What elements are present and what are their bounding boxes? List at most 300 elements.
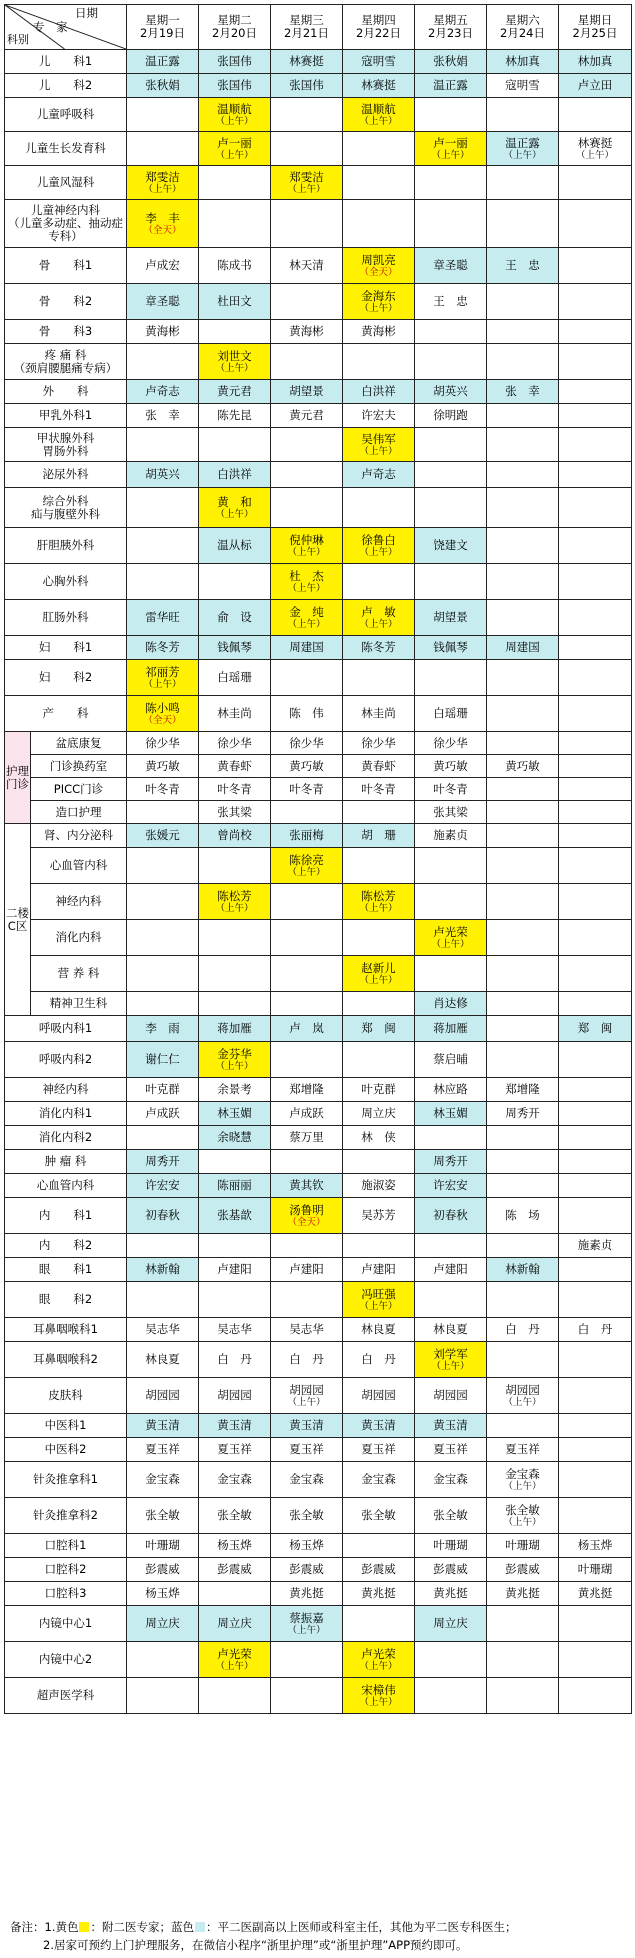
doctor-name: 陈 伟 xyxy=(289,706,324,720)
doctor-name: 卢成宏 xyxy=(145,258,180,272)
doctor-name: 叶冬青 xyxy=(217,781,252,796)
doctor-cell xyxy=(199,1282,271,1318)
doctor-name: 黄海彬 xyxy=(145,324,180,338)
schedule-row xyxy=(5,1198,632,1234)
doctor-cell xyxy=(487,166,559,200)
doctor-name: 张丽梅 xyxy=(289,828,324,842)
doctor-cell xyxy=(415,1606,487,1642)
doctor-cell xyxy=(199,956,271,992)
doctor-cell xyxy=(343,992,415,1016)
doctor-name: 黄玉清 xyxy=(433,1418,468,1432)
doctor-name: 蒋加雁 xyxy=(217,1021,252,1035)
department-name: 耳鼻咽喉科1 xyxy=(5,1318,127,1342)
schedule-row xyxy=(5,528,632,564)
doctor-name: 金宝森 xyxy=(289,1472,324,1486)
doctor-name: 郑增隆 xyxy=(505,1082,540,1096)
doctor-cell xyxy=(199,74,271,98)
doctor-name: 白 丹 xyxy=(217,1352,252,1366)
doctor-name: 冯旺强 xyxy=(361,1286,396,1301)
doctor-cell xyxy=(199,778,271,801)
doctor-cell xyxy=(559,1606,632,1642)
doctor-name: 刘世文 xyxy=(217,348,252,363)
schedule-row xyxy=(5,1558,632,1582)
doctor-cell xyxy=(415,1078,487,1102)
doctor-cell xyxy=(271,428,343,462)
doctor-cell xyxy=(127,1414,199,1438)
doctor-cell xyxy=(487,636,559,660)
schedule-row xyxy=(5,1282,632,1318)
doctor-cell xyxy=(487,696,559,732)
doctor-name: 吴志华 xyxy=(217,1322,252,1336)
department-name: 精神卫生科 xyxy=(31,992,127,1016)
doctor-cell xyxy=(199,1078,271,1102)
doctor-cell xyxy=(343,166,415,200)
doctor-cell xyxy=(199,824,271,848)
doctor-name: 胡园园 xyxy=(289,1382,324,1397)
doctor-cell xyxy=(559,801,632,824)
doctor-cell xyxy=(487,732,559,755)
doctor-cell xyxy=(271,660,343,696)
doctor-cell xyxy=(343,696,415,732)
doctor-cell xyxy=(487,1342,559,1378)
doctor-cell xyxy=(271,1498,343,1534)
doctor-name: 倪仲琳 xyxy=(289,532,324,547)
doctor-name: 温正露 xyxy=(145,54,180,68)
doctor-name: 杨玉烨 xyxy=(289,1538,324,1552)
doctor-name: 卢光荣 xyxy=(361,1646,396,1661)
doctor-cell xyxy=(127,1498,199,1534)
doctor-name: 施素贞 xyxy=(577,1238,613,1252)
doctor-cell xyxy=(199,380,271,404)
doctor-name: 杨玉烨 xyxy=(145,1586,180,1600)
doctor-cell xyxy=(343,404,415,428)
department-name: 外 科 xyxy=(5,380,127,404)
doctor-cell xyxy=(415,848,487,884)
doctor-cell xyxy=(343,755,415,778)
doctor-cell xyxy=(271,1414,343,1438)
doctor-cell xyxy=(271,1642,343,1678)
doctor-cell xyxy=(343,1258,415,1282)
schedule-row xyxy=(5,50,632,74)
doctor-cell xyxy=(559,992,632,1016)
doctor-cell xyxy=(343,200,415,248)
doctor-cell xyxy=(415,1534,487,1558)
doctor-cell xyxy=(271,920,343,956)
department-name: 心胸外科 xyxy=(5,564,127,600)
session-note: （上午） xyxy=(359,1660,398,1672)
doctor-cell xyxy=(199,884,271,920)
doctor-cell xyxy=(487,1462,559,1498)
doctor-cell xyxy=(271,1678,343,1714)
doctor-name: 郑雯洁 xyxy=(289,169,324,184)
doctor-cell xyxy=(559,404,632,428)
doctor-name: 余景考 xyxy=(217,1082,252,1096)
doctor-name: 林新翰 xyxy=(505,1262,540,1276)
doctor-name: 黄玉清 xyxy=(217,1418,252,1432)
corner-dept-label: 科别 xyxy=(7,33,29,46)
doctor-cell xyxy=(127,320,199,344)
schedule-row xyxy=(5,636,632,660)
doctor-cell xyxy=(199,428,271,462)
doctor-cell xyxy=(271,1534,343,1558)
doctor-cell xyxy=(127,1678,199,1714)
doctor-name: 余晓慧 xyxy=(217,1130,252,1144)
doctor-name: 卢建阳 xyxy=(361,1262,396,1276)
schedule-row xyxy=(5,755,632,778)
schedule-row xyxy=(5,660,632,696)
doctor-cell xyxy=(559,1642,632,1678)
schedule-row xyxy=(5,1016,632,1042)
doctor-name: 陈小鸣 xyxy=(145,700,180,715)
doctor-cell xyxy=(199,1414,271,1438)
doctor-cell xyxy=(343,428,415,462)
doctor-cell xyxy=(199,404,271,428)
doctor-cell xyxy=(559,848,632,884)
session-note: （上午） xyxy=(431,149,470,161)
doctor-name: 彭震威 xyxy=(433,1562,468,1576)
doctor-cell xyxy=(343,1126,415,1150)
doctor-cell xyxy=(415,344,487,380)
doctor-cell xyxy=(199,1558,271,1582)
doctor-name: 周立庆 xyxy=(217,1616,252,1630)
doctor-name: 周凯亮 xyxy=(361,252,396,267)
doctor-name: 王 忠 xyxy=(505,258,540,272)
department-name: 呼吸内科2 xyxy=(5,1042,127,1078)
doctor-cell xyxy=(271,1078,343,1102)
doctor-cell xyxy=(271,50,343,74)
doctor-cell xyxy=(343,380,415,404)
session-note: （上午） xyxy=(359,1300,398,1312)
doctor-name: 施素贞 xyxy=(433,828,468,842)
doctor-name: 章圣聪 xyxy=(145,294,180,308)
doctor-name: 卢 岚 xyxy=(289,1021,324,1035)
doctor-cell xyxy=(559,344,632,380)
doctor-cell xyxy=(559,1198,632,1234)
doctor-cell xyxy=(559,1234,632,1258)
doctor-cell xyxy=(271,1318,343,1342)
doctor-name: 林 侠 xyxy=(361,1130,396,1144)
doctor-name: 林新翰 xyxy=(145,1262,180,1276)
doctor-name: 叶冬青 xyxy=(361,781,396,796)
session-note: （上午） xyxy=(287,183,326,195)
session-note: （上午） xyxy=(575,149,614,161)
doctor-name: 周秀开 xyxy=(433,1154,468,1168)
doctor-cell xyxy=(127,380,199,404)
doctor-name: 张全敏 xyxy=(217,1508,252,1522)
department-name: 中医科2 xyxy=(5,1438,127,1462)
doctor-cell xyxy=(487,660,559,696)
doctor-cell xyxy=(559,1174,632,1198)
doctor-name: 郑增隆 xyxy=(289,1082,324,1096)
doctor-name: 卢 敏 xyxy=(361,604,396,619)
doctor-name: 郑雯洁 xyxy=(145,169,180,184)
session-note: （上午） xyxy=(287,1396,326,1408)
doctor-cell xyxy=(487,801,559,824)
doctor-cell xyxy=(559,1258,632,1282)
schedule-row xyxy=(5,1498,632,1534)
session-note: （上午） xyxy=(215,508,254,520)
doctor-cell xyxy=(415,1678,487,1714)
doctor-cell xyxy=(271,1126,343,1150)
doctor-name: 黄春虾 xyxy=(361,758,396,773)
doctor-name: 林加真 xyxy=(577,54,613,68)
doctor-name: 周秀开 xyxy=(505,1106,540,1120)
department-name: 内 科1 xyxy=(5,1198,127,1234)
doctor-name: 陈松芳 xyxy=(361,888,396,903)
doctor-cell xyxy=(343,956,415,992)
doctor-name: 祁丽芳 xyxy=(145,664,180,679)
doctor-name: 卢成跃 xyxy=(145,1106,180,1120)
doctor-name: 周立庆 xyxy=(433,1616,468,1630)
doctor-name: 胡园园 xyxy=(433,1388,468,1402)
department-name: 肛肠外科 xyxy=(5,600,127,636)
doctor-cell xyxy=(271,801,343,824)
schedule-row xyxy=(5,1150,632,1174)
department-name: 针灸推拿科1 xyxy=(5,1462,127,1498)
doctor-cell xyxy=(271,992,343,1016)
doctor-cell xyxy=(271,320,343,344)
doctor-cell xyxy=(559,50,632,74)
doctor-name: 叶冬青 xyxy=(145,781,180,796)
doctor-name: 黄巧敏 xyxy=(433,758,468,773)
doctor-cell xyxy=(199,1016,271,1042)
doctor-cell xyxy=(199,200,271,248)
doctor-name: 卢建阳 xyxy=(433,1262,468,1276)
doctor-cell xyxy=(487,284,559,320)
doctor-cell xyxy=(559,488,632,528)
doctor-name: 肖达修 xyxy=(433,996,468,1010)
doctor-cell xyxy=(271,528,343,564)
doctor-cell xyxy=(343,920,415,956)
schedule-row xyxy=(5,404,632,428)
doctor-cell xyxy=(415,74,487,98)
session-note: （上午） xyxy=(359,546,398,558)
doctor-cell xyxy=(343,1342,415,1378)
doctor-cell xyxy=(199,344,271,380)
doctor-cell xyxy=(415,428,487,462)
session-note: （上午） xyxy=(215,1660,254,1672)
doctor-name: 金海东 xyxy=(361,288,396,303)
doctor-cell xyxy=(487,1282,559,1318)
doctor-cell xyxy=(415,696,487,732)
doctor-name: 张媛元 xyxy=(145,828,180,842)
doctor-cell xyxy=(559,284,632,320)
doctor-cell xyxy=(559,1078,632,1102)
doctor-cell xyxy=(127,732,199,755)
doctor-cell xyxy=(487,755,559,778)
doctor-cell xyxy=(127,824,199,848)
doctor-name: 汤鲁明 xyxy=(289,1202,324,1217)
session-note: （上午） xyxy=(503,1396,542,1408)
schedule-row xyxy=(5,992,632,1016)
doctor-name: 黄玉清 xyxy=(289,1418,324,1432)
doctor-cell xyxy=(487,824,559,848)
doctor-cell xyxy=(199,50,271,74)
schedule-row xyxy=(5,1438,632,1462)
doctor-cell xyxy=(415,166,487,200)
session-note: （上午） xyxy=(359,115,398,127)
doctor-name: 温顺航 xyxy=(361,101,396,116)
doctor-name: 蔡振嘉 xyxy=(289,1610,324,1625)
doctor-cell xyxy=(559,132,632,166)
doctor-name: 陈徐亮 xyxy=(289,852,324,867)
department-name: 心血管内科 xyxy=(31,848,127,884)
doctor-cell xyxy=(415,528,487,564)
doctor-cell xyxy=(559,428,632,462)
doctor-name: 林应路 xyxy=(433,1082,468,1096)
schedule-row xyxy=(5,1102,632,1126)
doctor-cell xyxy=(271,1558,343,1582)
department-name: 儿 科2 xyxy=(5,74,127,98)
doctor-name: 林良夏 xyxy=(145,1352,180,1366)
doctor-name: 杜 杰 xyxy=(289,568,324,583)
doctor-cell xyxy=(343,1198,415,1234)
doctor-name: 刘学军 xyxy=(433,1346,468,1361)
doctor-name: 彭震威 xyxy=(217,1562,252,1576)
doctor-name: 林天清 xyxy=(289,258,324,272)
doctor-name: 白瑶珊 xyxy=(433,706,468,720)
doctor-name: 俞 设 xyxy=(217,610,252,624)
doctor-cell xyxy=(271,848,343,884)
doctor-cell xyxy=(487,380,559,404)
doctor-cell xyxy=(199,1198,271,1234)
doctor-cell xyxy=(127,1318,199,1342)
doctor-cell xyxy=(487,1234,559,1258)
doctor-name: 谢仁仁 xyxy=(145,1052,180,1066)
doctor-cell xyxy=(415,132,487,166)
doctor-cell xyxy=(199,564,271,600)
blue-swatch xyxy=(195,1922,205,1932)
doctor-cell xyxy=(199,1582,271,1606)
doctor-name: 胡望景 xyxy=(289,384,324,398)
session-note: （全天） xyxy=(287,1216,326,1228)
doctor-name: 吴志华 xyxy=(289,1322,324,1336)
doctor-name: 林良夏 xyxy=(433,1322,468,1336)
doctor-cell xyxy=(559,462,632,488)
doctor-cell xyxy=(343,778,415,801)
doctor-name: 黄玉清 xyxy=(361,1418,396,1432)
doctor-name: 宋樟伟 xyxy=(361,1682,396,1697)
doctor-name: 李 雨 xyxy=(145,1021,180,1035)
doctor-name: 黄兆挺 xyxy=(289,1586,324,1600)
doctor-cell xyxy=(487,564,559,600)
schedule-row xyxy=(5,98,632,132)
department-name: 儿 科1 xyxy=(5,50,127,74)
doctor-cell xyxy=(271,74,343,98)
doctor-name: 张其梁 xyxy=(217,804,252,819)
doctor-cell xyxy=(343,488,415,528)
doctor-cell xyxy=(415,884,487,920)
department-name: 疼 痛 科 （颈肩腰腿痛专病） xyxy=(5,344,127,380)
doctor-name: 胡英兴 xyxy=(433,384,468,398)
doctor-cell xyxy=(343,600,415,636)
doctor-cell xyxy=(487,956,559,992)
schedule-row xyxy=(5,696,632,732)
doctor-cell xyxy=(559,1282,632,1318)
doctor-name: 温顺航 xyxy=(217,101,252,116)
doctor-name: 卢光荣 xyxy=(217,1646,252,1661)
doctor-cell xyxy=(559,564,632,600)
doctor-cell xyxy=(127,1642,199,1678)
doctor-cell xyxy=(271,1198,343,1234)
doctor-cell xyxy=(343,636,415,660)
doctor-cell xyxy=(487,884,559,920)
department-name: 妇 科2 xyxy=(5,660,127,696)
doctor-cell xyxy=(487,1378,559,1414)
doctor-cell xyxy=(127,1558,199,1582)
doctor-cell xyxy=(559,824,632,848)
doctor-cell xyxy=(559,320,632,344)
doctor-name: 张秋娟 xyxy=(433,54,468,68)
doctor-name: 郑 闽 xyxy=(361,1021,396,1035)
doctor-cell xyxy=(271,732,343,755)
doctor-cell xyxy=(199,1342,271,1378)
doctor-cell xyxy=(127,1174,199,1198)
department-name: 眼 科1 xyxy=(5,1258,127,1282)
doctor-cell xyxy=(415,1126,487,1150)
doctor-cell xyxy=(559,1042,632,1078)
doctor-cell xyxy=(415,50,487,74)
schedule-table xyxy=(4,4,632,1714)
doctor-name: 黄其钦 xyxy=(289,1178,324,1192)
session-note: （上午） xyxy=(287,582,326,594)
schedule-row xyxy=(5,1318,632,1342)
doctor-cell xyxy=(127,848,199,884)
doctor-cell xyxy=(127,488,199,528)
doctor-name: 林加真 xyxy=(505,54,540,68)
doctor-cell xyxy=(271,488,343,528)
doctor-name: 黄元君 xyxy=(217,384,252,398)
session-note: （上午） xyxy=(215,362,254,374)
doctor-cell xyxy=(127,1042,199,1078)
doctor-cell xyxy=(199,1042,271,1078)
doctor-name: 卢建阳 xyxy=(289,1262,324,1276)
doctor-name: 黄海彬 xyxy=(289,324,324,338)
schedule-row xyxy=(5,801,632,824)
doctor-name: 卢一丽 xyxy=(433,135,468,150)
doctor-name: 周建国 xyxy=(505,640,540,654)
schedule-row xyxy=(5,428,632,462)
doctor-cell xyxy=(559,1318,632,1342)
doctor-cell xyxy=(559,1126,632,1150)
schedule-row xyxy=(5,956,632,992)
session-note: （上午） xyxy=(359,302,398,314)
doctor-cell xyxy=(271,1282,343,1318)
doctor-name: 卢奇志 xyxy=(361,467,396,481)
schedule-row xyxy=(5,284,632,320)
doctor-cell xyxy=(415,801,487,824)
doctor-cell xyxy=(487,1642,559,1678)
doctor-cell xyxy=(199,1378,271,1414)
doctor-cell xyxy=(487,248,559,284)
doctor-name: 林赛挺 xyxy=(361,78,396,92)
session-note: （上午） xyxy=(359,618,398,630)
doctor-name: 郑 闽 xyxy=(577,1021,613,1035)
doctor-name: 张 幸 xyxy=(505,384,540,398)
doctor-cell xyxy=(199,1438,271,1462)
department-name: 儿童风湿科 xyxy=(5,166,127,200)
doctor-cell xyxy=(487,344,559,380)
doctor-name: 黄巧敏 xyxy=(505,758,540,773)
doctor-cell xyxy=(343,1462,415,1498)
doctor-name: 黄兆挺 xyxy=(505,1586,540,1600)
session-note: （全天） xyxy=(143,224,182,236)
doctor-name: 黄兆挺 xyxy=(433,1586,468,1600)
department-name: 骨 科3 xyxy=(5,320,127,344)
doctor-cell xyxy=(127,956,199,992)
doctor-name: 张 幸 xyxy=(145,408,180,422)
doctor-cell xyxy=(199,1642,271,1678)
